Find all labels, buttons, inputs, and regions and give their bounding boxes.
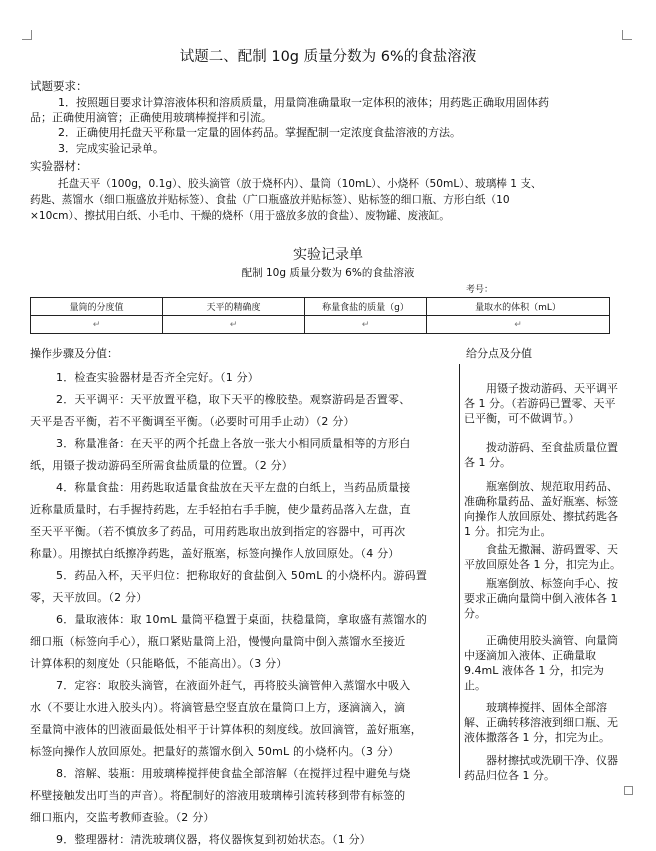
points-item: 玻璃棒搅拌、固体全部溶解、正确转移溶液到细口瓶、无液体撒落各 1 分，扣完为止。 (464, 701, 618, 744)
table-header-cell: 量取水的体积（mL） (427, 298, 610, 316)
points-item: 瓶塞倒放、规范取用药品、准确称量药品、盖好瓶塞、标签向操作人放回原处、擦拭药匙各 1 分。扣完为止。 (464, 480, 618, 538)
table-header-cell: 天平的精确度 (163, 298, 305, 316)
points-heading: 给分点及分值 (466, 347, 532, 360)
corner-mark-top-left (22, 30, 32, 40)
equipment-line: 托盘天平（100g，0.1g）、胶头滴管（放于烧杯内）、量筒（10mL）、小烧杯（50mL）、玻璃棒 1 支、 (58, 178, 542, 190)
equipment-heading: 实验器材： (30, 159, 88, 173)
steps-list (30, 367, 452, 851)
table-header-cell: 称量食盐的质量（g） (305, 298, 427, 316)
step-line: 细口瓶（标签向手心），瓶口紧贴量筒上沿，慢慢向量筒中倒入蒸馏水至接近 (30, 635, 406, 648)
table-value-cell[interactable]: ↵ (163, 316, 305, 334)
points-item: 拨动游码、至食盐质量位置各 1 分。 (464, 441, 618, 469)
step-line: 8．溶解、装瓶：用玻璃棒搅拌使食盐全部溶解（在搅拌过程中避免与烧 (56, 767, 411, 780)
table-value-row (31, 316, 610, 334)
step-line: 称量）。用擦拭白纸擦净药匙，盖好瓶塞，标签向操作人放回原处。（4 分） (30, 547, 400, 560)
requirement-line: 1．按照题目要求计算溶液体积和溶质质量，用量筒准确量取一定体积的液体；用药匙正确取用固体药 (58, 96, 549, 109)
step-line: 3．称量准备：在天平的两个托盘上各放一张大小相同质量相等的方形白 (56, 437, 411, 450)
step-line: 6．量取液体：取 10mL 量筒平稳置于桌面，扶稳量筒，拿取盛有蒸馏水的 (56, 613, 428, 626)
requirements-heading: 试题要求： (30, 79, 88, 93)
step-line: 细口瓶内，交监考教师查验。（2 分） (30, 811, 215, 824)
step-line: 杯壁接触发出叮当的声音）。将配制好的溶液用玻璃棒引流转移到带有标签的 (30, 789, 406, 802)
step-line: 纸，用镊子拨动游码至所需食盐质量的位置。（2 分） (30, 459, 293, 472)
points-item: 正确使用胶头滴管、向量筒中逐滴加入液体、正确量取 9.4mL 液体各 1 分，扣完为止。 (464, 634, 618, 692)
step-line: 标签向操作人放回原处。把量好的蒸馏水倒入 50mL 的小烧杯内。（3 分） (30, 745, 400, 758)
requirement-line: 品；正确使用滴管；正确使用玻璃棒搅拌和引流。 (30, 111, 272, 124)
record-title: 实验记录单 (293, 247, 363, 263)
step-line: 近称量质量时，右手握持药匙，左手轻拍右手手腕，使少量药品落入左盘，直 (30, 503, 411, 516)
exam-number-label: 考号： (466, 285, 494, 295)
table-value-cell[interactable]: ↵ (427, 316, 610, 334)
points-list (464, 381, 622, 785)
record-table (30, 297, 610, 334)
points-item: 瓶塞倒放、标签向手心、按要求正确向量筒中倒入液体各 1 分。 (464, 577, 618, 620)
step-line: 至量筒中液体的凹液面最低处相平于计算体积的刻度线。放回滴管，盖好瓶塞， (30, 723, 422, 736)
step-line: 7．定容：取胶头滴管，在液面外赶气，再将胶头滴管伸入蒸馏水中吸入 (56, 679, 411, 692)
step-line: 零，天平放回。（2 分） (30, 591, 148, 604)
equipment-line: 药匙、蒸馏水（细口瓶盛放并贴标签）、食盐（广口瓶盛放并贴标签）、贴标签的细口瓶、方形白纸（10 (30, 194, 510, 206)
points-item: 食盐无撒漏、游码置零、天平放回原处各 1 分，扣完为止。 (464, 543, 621, 571)
requirement-line: 3．完成实验记录单。 (58, 142, 164, 155)
steps-heading: 操作步骤及分值： (30, 347, 118, 360)
step-line: 至天平平衡。（若不慎放多了药品，可用药匙取出放到指定的容器中，可再次 (30, 525, 406, 538)
equipment-line: ×10cm）、擦拭用白纸、小毛巾、干燥的烧杯（用于盛放多放的食盐）、废物罐、废液缸。 (30, 210, 450, 222)
document-title: 试题二、配制 10g 质量分数为 6%的食盐溶液 (179, 49, 477, 65)
table-header-cell: 量筒的分度值 (31, 298, 163, 316)
step-line: 计算体积的刻度处（只能略低，不能高出）。（3 分） (30, 657, 288, 670)
step-line: 5．药品入杯，天平归位：把称取好的食盐倒入 50mL 的小烧杯内。游码置 (56, 569, 428, 582)
step-line: 9．整理器材：清洗玻璃仪器，将仪器恢复到初始状态。（1 分） (56, 833, 371, 846)
column-divider (459, 364, 460, 778)
record-subtitle: 配制 10g 质量分数为 6%的食盐溶液 (241, 267, 415, 279)
step-line: 水（不要让水进入胶头内）。将滴管悬空竖直放在量筒口上方，逐滴滴入，滴 (30, 701, 406, 714)
points-item: 器材擦拭或洗刷干净、仪器药品归位各 1 分。 (464, 754, 618, 782)
table-header-row (31, 298, 610, 316)
corner-mark-top-right (622, 30, 632, 40)
corner-mark-bottom-right (624, 786, 633, 795)
points-item: 用镊子拨动游码、天平调平各 1 分。（若游码已置零、天平已平衡，可不做调节。） (464, 382, 618, 425)
requirement-line: 2．正确使用托盘天平称量一定量的固体药品。掌握配制一定浓度食盐溶液的方法。 (58, 126, 461, 139)
step-line: 1．检查实验器材是否齐全完好。（1 分） (56, 371, 259, 384)
step-line: 天平是否平衡，若不平衡调至平衡。（必要时可用手止动）（2 分） (30, 415, 355, 428)
table-value-cell[interactable]: ↵ (305, 316, 427, 334)
table-value-cell[interactable]: ↵ (31, 316, 163, 334)
step-line: 4．称量食盐：用药匙取适量食盐放在天平左盘的白纸上，当药品质量接 (56, 481, 411, 494)
step-line: 2．天平调平：天平放置平稳，取下天平的橡胶垫。观察游码是否置零、 (56, 393, 411, 406)
